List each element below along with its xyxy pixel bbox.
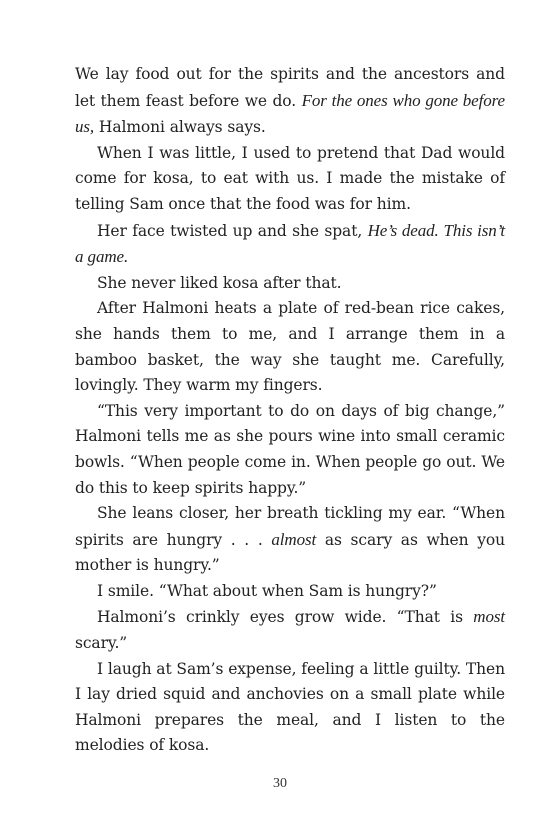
- text-run: I laugh at Sam’s expense, feeling a little guilty. Then I lay dried squid and anchovies on a small plate while Halmoni prepares the meal, and I listen to the melodies of kosa.: [75, 659, 505, 755]
- page-number: 30: [273, 776, 287, 791]
- paragraph: [75, 657, 505, 759]
- text-run: She leans closer, her breath tickling my ear. “When spirits are hungry . . .: [75, 504, 505, 549]
- paragraph: [75, 271, 505, 297]
- text-run: We lay food out for the spirits and the ancestors and let them feast before we do.: [75, 65, 505, 110]
- text-run: I smile. “What about when Sam is hungry?”: [97, 581, 437, 600]
- paragraph: [75, 218, 505, 271]
- paragraph: [75, 604, 505, 656]
- paragraph: [75, 399, 505, 501]
- paragraph: [75, 501, 505, 579]
- paragraph: [75, 141, 505, 218]
- text-run: “This very important to do on days of big change,” Halmoni tells me as she pours wine into small ceramic bowls. “When people come in. When people go out. We do this to keep spirits happy.”: [75, 401, 505, 497]
- italic-text: For the ones who gone before us,: [75, 90, 505, 137]
- paragraph: [75, 579, 505, 605]
- text-run: Halmoni always says.: [94, 118, 266, 137]
- text-run: Halmoni’s crinkly eyes grow wide. “That is: [97, 608, 474, 627]
- paragraph: [75, 296, 505, 398]
- text-run: as scary as when you mother is hungry.”: [75, 530, 505, 575]
- body-text: [75, 62, 505, 759]
- text-run: She never liked kosa after that.: [97, 273, 342, 292]
- paragraph: [75, 62, 505, 141]
- italic-text: most: [473, 607, 505, 627]
- text-run: After Halmoni heats a plate of red-bean rice cakes, she hands them to me, and I arrange them in a bamboo basket, the way she taught me. Carefully, lovingly. They warm my fingers.: [75, 299, 505, 395]
- text-run: Her face twisted up and she spat,: [97, 221, 368, 240]
- text-run: scary.”: [75, 634, 128, 653]
- italic-text: He’s dead. This isn’t a game.: [75, 220, 505, 267]
- italic-text: almost: [271, 529, 317, 549]
- text-run: When I was little, I used to pretend that Dad would come for kosa, to eat with us. I made the mistake of telling Sam once that the food was for him.: [75, 143, 505, 213]
